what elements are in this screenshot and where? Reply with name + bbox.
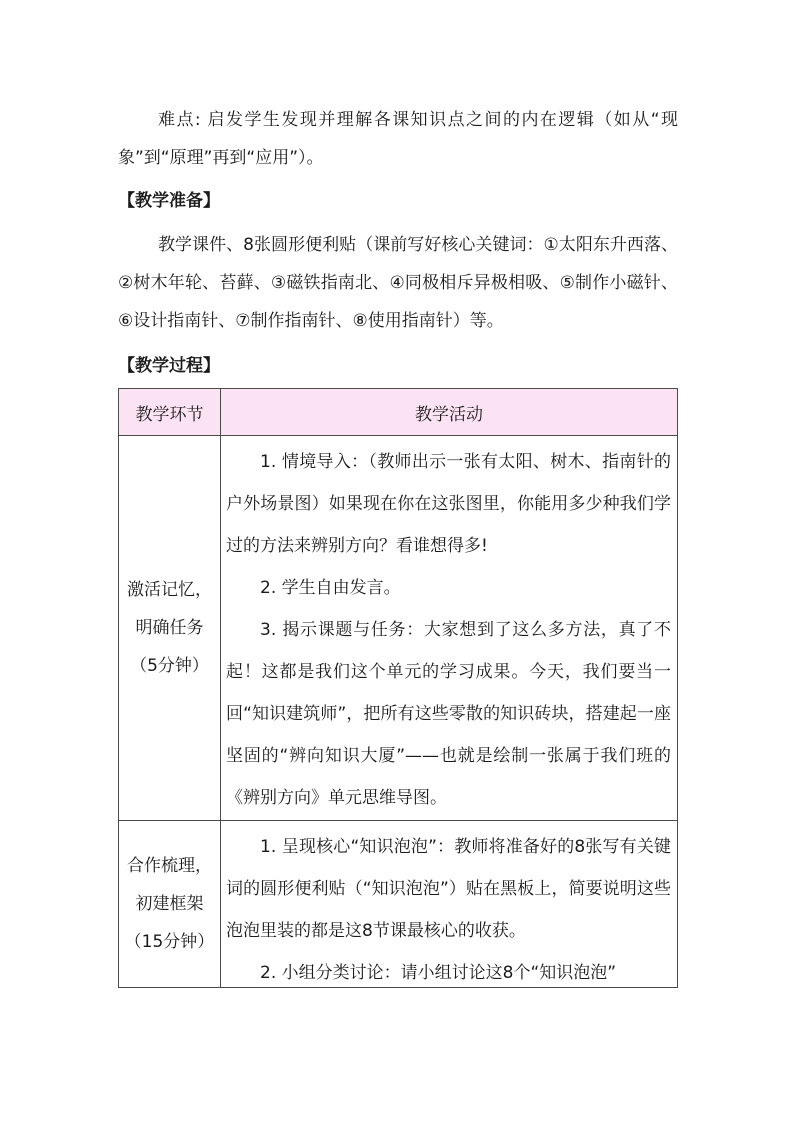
lesson-process-table bbox=[118, 388, 678, 988]
difficulty-paragraph: 难点: 启发学生发现并理解各课知识点之间的内在逻辑（如从“现象”到“原理”再到“应用”）。 bbox=[118, 110, 678, 168]
stage-line: 合作梳理， bbox=[127, 856, 212, 876]
activity-item: 1. 呈现核心“知识泡泡”：教师将准备好的8张写有关键词的圆形便利贴（“知识泡泡”）贴在黑板上，简要说明这些泡泡里装的都是这8节课最核心的收获。 bbox=[226, 837, 671, 941]
table-header-row bbox=[119, 389, 678, 436]
activity-item: 3. 揭示课题与任务：大家想到了这么多方法，真了不起！这都是我们这个单元的学习成果。今天，我们要当一回“知识建筑师”，把所有这些零散的知识砖块，搭建起一座坚固的“辨向知识大厦”——也就是绘制一张属于我们班的《辨别方向》单元思维导图。 bbox=[226, 620, 671, 808]
activity-item: 2. 小组分类讨论：请小组讨论这8个“知识泡泡” bbox=[260, 963, 617, 983]
preparation-paragraph: 教学课件、8张圆形便利贴（课前写好核心关键词：①太阳东升西落、②树木年轮、苔藓、③磁铁指南北、④同极相斥异极相吸、⑤制作小磁针、⑥设计指南针、⑦制作指南针、⑧使用指南针）等。 bbox=[118, 235, 678, 331]
stage-line: 明确任务 bbox=[135, 618, 204, 638]
activity-cell bbox=[221, 436, 678, 821]
stage-cell bbox=[119, 436, 221, 821]
table-row bbox=[119, 436, 678, 821]
stage-line: 激活记忆， bbox=[127, 580, 212, 600]
header-activity: 教学活动 bbox=[221, 389, 678, 436]
stage-cell bbox=[119, 821, 221, 988]
process-heading: 【教学过程】 bbox=[118, 356, 220, 376]
preparation-heading: 【教学准备】 bbox=[118, 191, 220, 211]
stage-duration: （15分钟） bbox=[124, 932, 215, 952]
activity-item: 1. 情境导入：（教师出示一张有太阳、树木、指南针的户外场景图）如果现在你在这张图里，你能用多少种我们学过的方法来辨别方向？看谁想得多! bbox=[226, 452, 671, 556]
activity-item: 2. 学生自由发言。 bbox=[260, 578, 401, 598]
stage-line: 初建框架 bbox=[135, 894, 204, 914]
header-stage: 教学环节 bbox=[119, 389, 221, 436]
table-row bbox=[119, 821, 678, 988]
activity-cell bbox=[221, 821, 678, 988]
stage-duration: （5分钟） bbox=[130, 656, 209, 676]
